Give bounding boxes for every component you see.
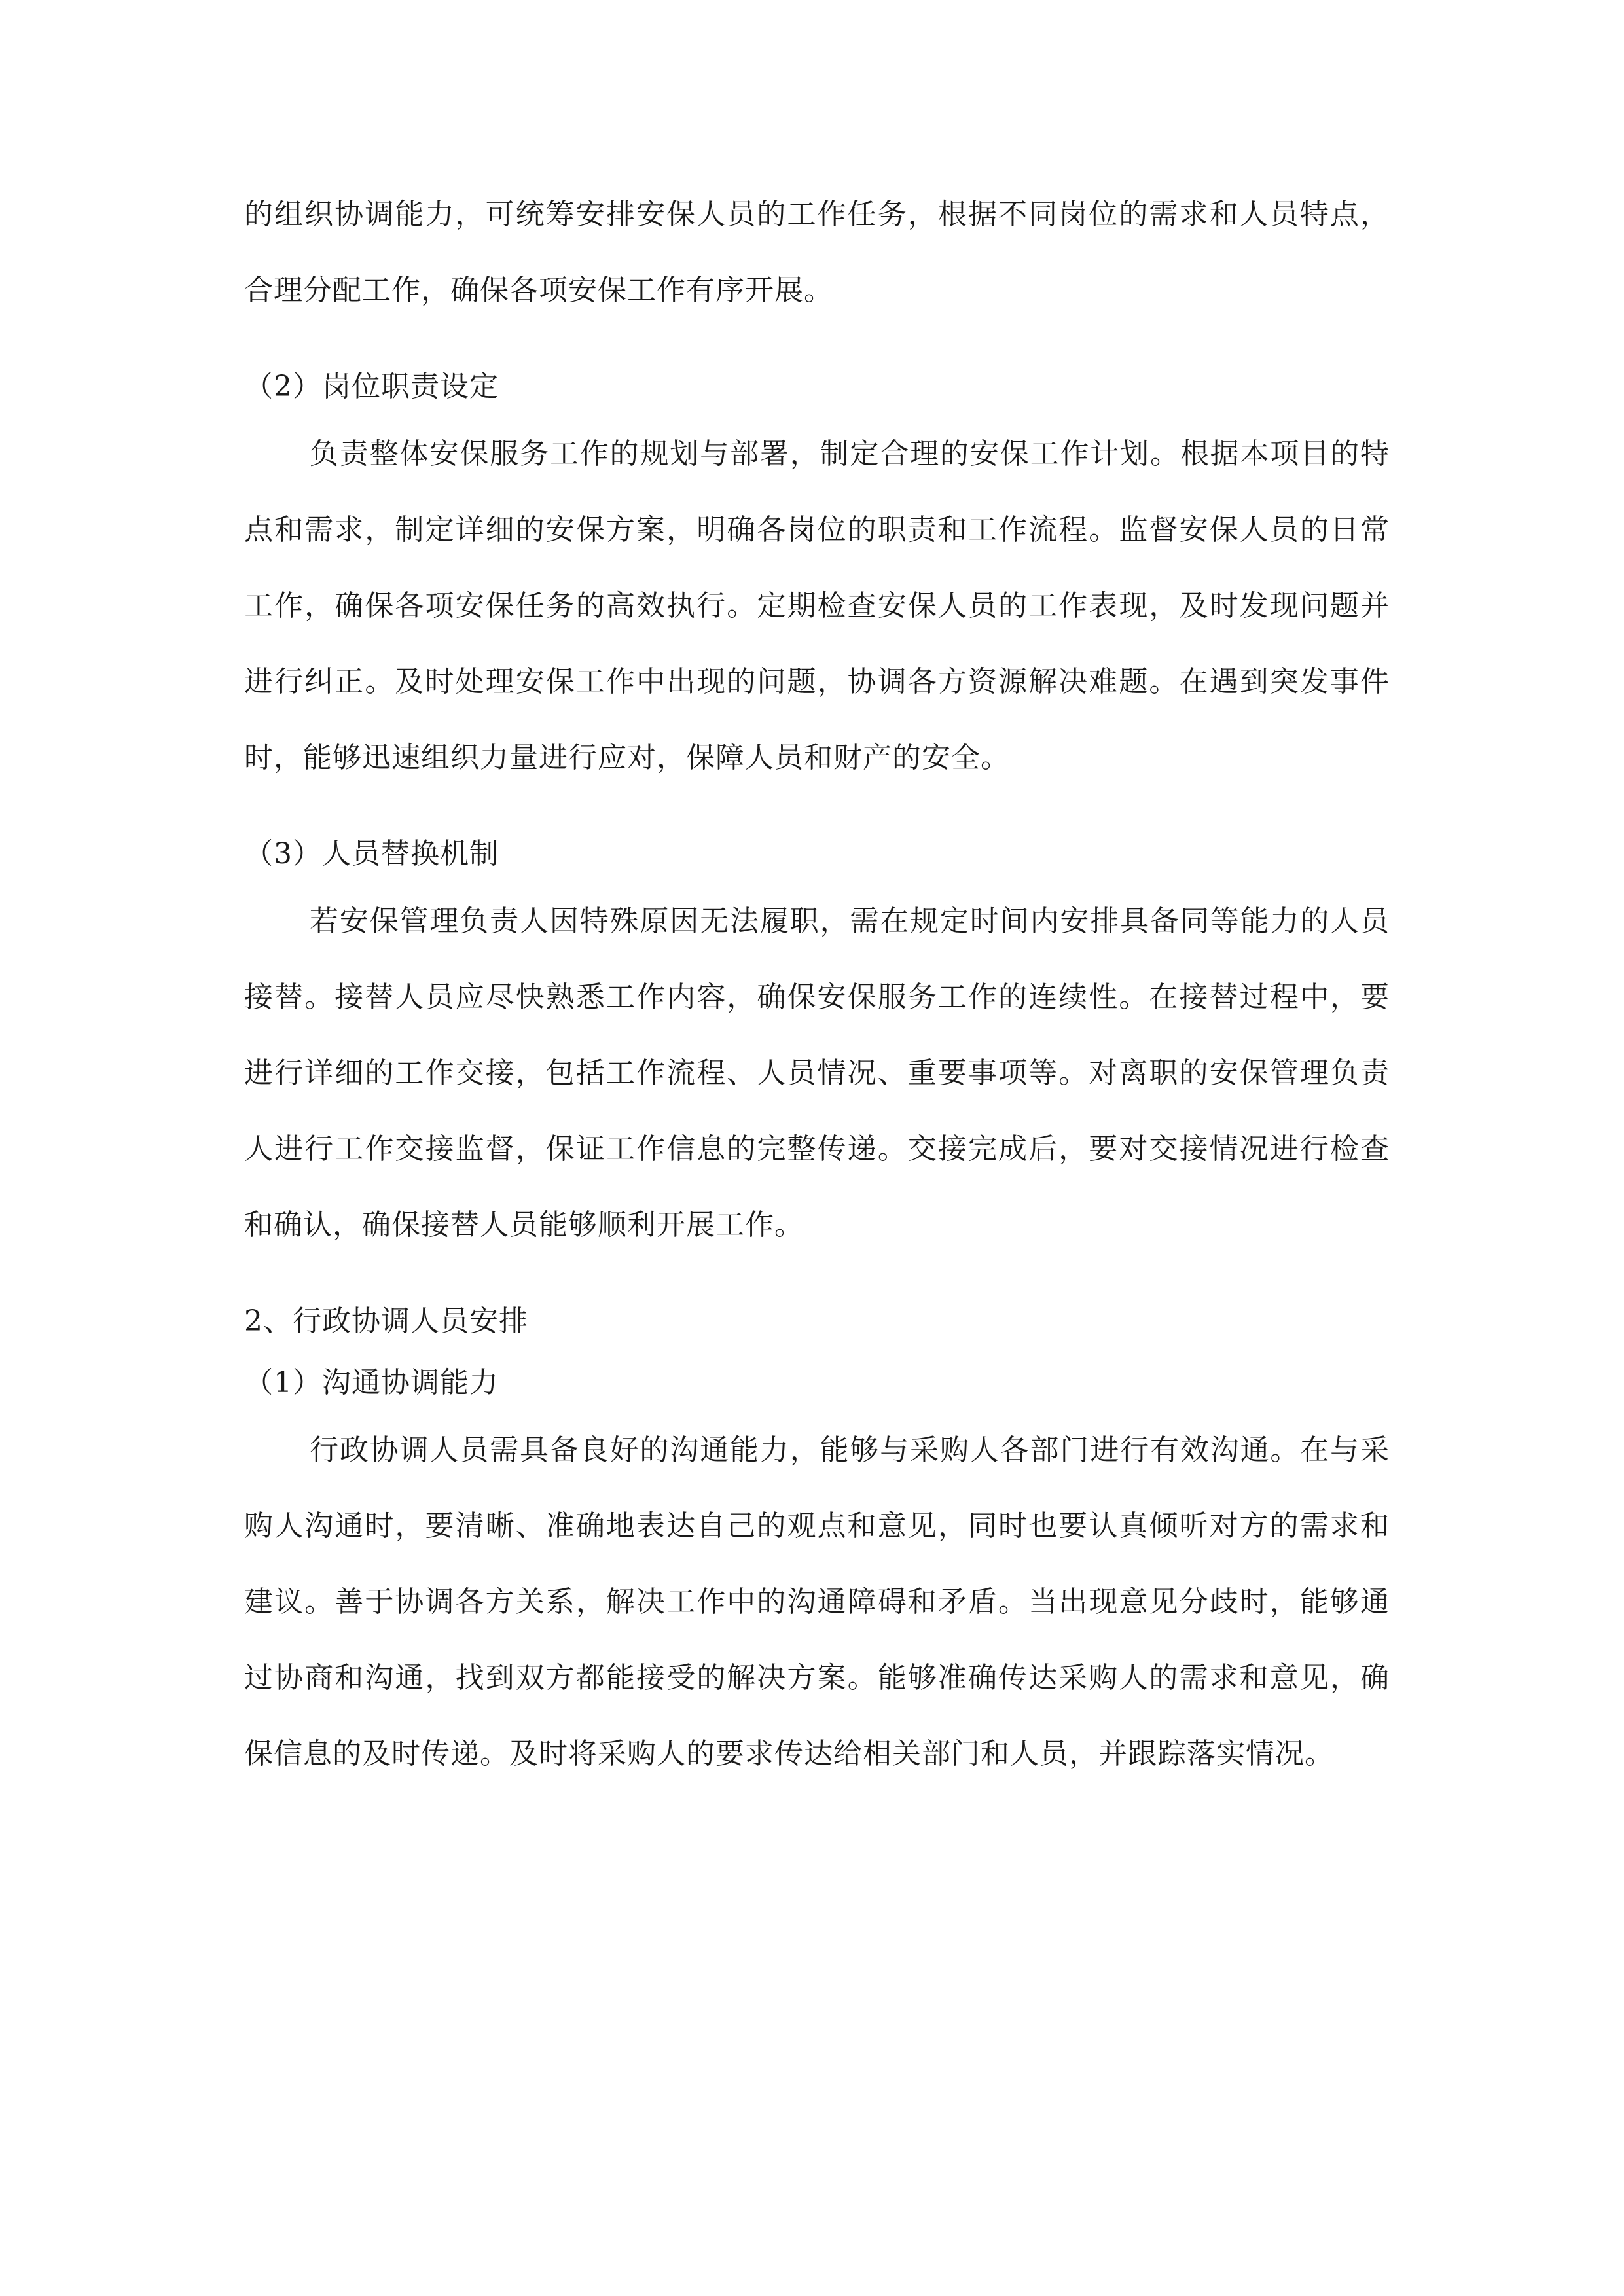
continuation-paragraph: 的组织协调能力，可统筹安排安保人员的工作任务，根据不同岗位的需求和人员特点，合理分配工作，确保各项安保工作有序开展。 — [244, 198, 1390, 307]
paragraph-job-duties: 负责整体安保服务工作的规划与部署，制定合理的安保工作计划。根据本项目的特点和需求，制定详细的安保方案，明确各岗位的职责和工作流程。监督安保人员的日常工作，确保各项安保任务的高效执行。定期检查安保人员的工作表现，及时发现问题并进行纠正。及时处理安保工作中出现的问题，协调各方资源解决难题。在遇到突发事件时，能够迅速组织力量进行应对，保障人员和财产的安全。 — [244, 437, 1390, 774]
paragraph-communication: 行政协调人员需具备良好的沟通能力，能够与采购人各部门进行有效沟通。在与采购人沟通时，要清晰、准确地表达自己的观点和意见，同时也要认真倾听对方的需求和建议。善于协调各方关系，解决工作中的沟通障碍和矛盾。当出现意见分歧时，能够通过协商和沟通，找到双方都能接受的解决方案。能够准确传达采购人的需求和意见，确保信息的及时传递。及时将采购人的要求传达给相关部门和人员，并跟踪落实情况。 — [244, 1433, 1390, 1770]
subsection-heading-communication: （1）沟通协调能力 — [244, 1366, 499, 1399]
section-heading-replacement-mechanism: （3）人员替换机制 — [244, 837, 499, 870]
section-heading-admin-coordination: 2、行政协调人员安排 — [244, 1304, 528, 1338]
document-page — [244, 177, 1390, 1792]
section-heading-job-duties: （2）岗位职责设定 — [244, 370, 499, 403]
paragraph-replacement-mechanism: 若安保管理负责人因特殊原因无法履职，需在规定时间内安排具备同等能力的人员接替。接替人员应尽快熟悉工作内容，确保安保服务工作的连续性。在接替过程中，要进行详细的工作交接，包括工作流程、人员情况、重要事项等。对离职的安保管理负责人进行工作交接监督，保证工作信息的完整传递。交接完成后，要对交接情况进行检查和确认，确保接替人员能够顺利开展工作。 — [244, 905, 1390, 1242]
